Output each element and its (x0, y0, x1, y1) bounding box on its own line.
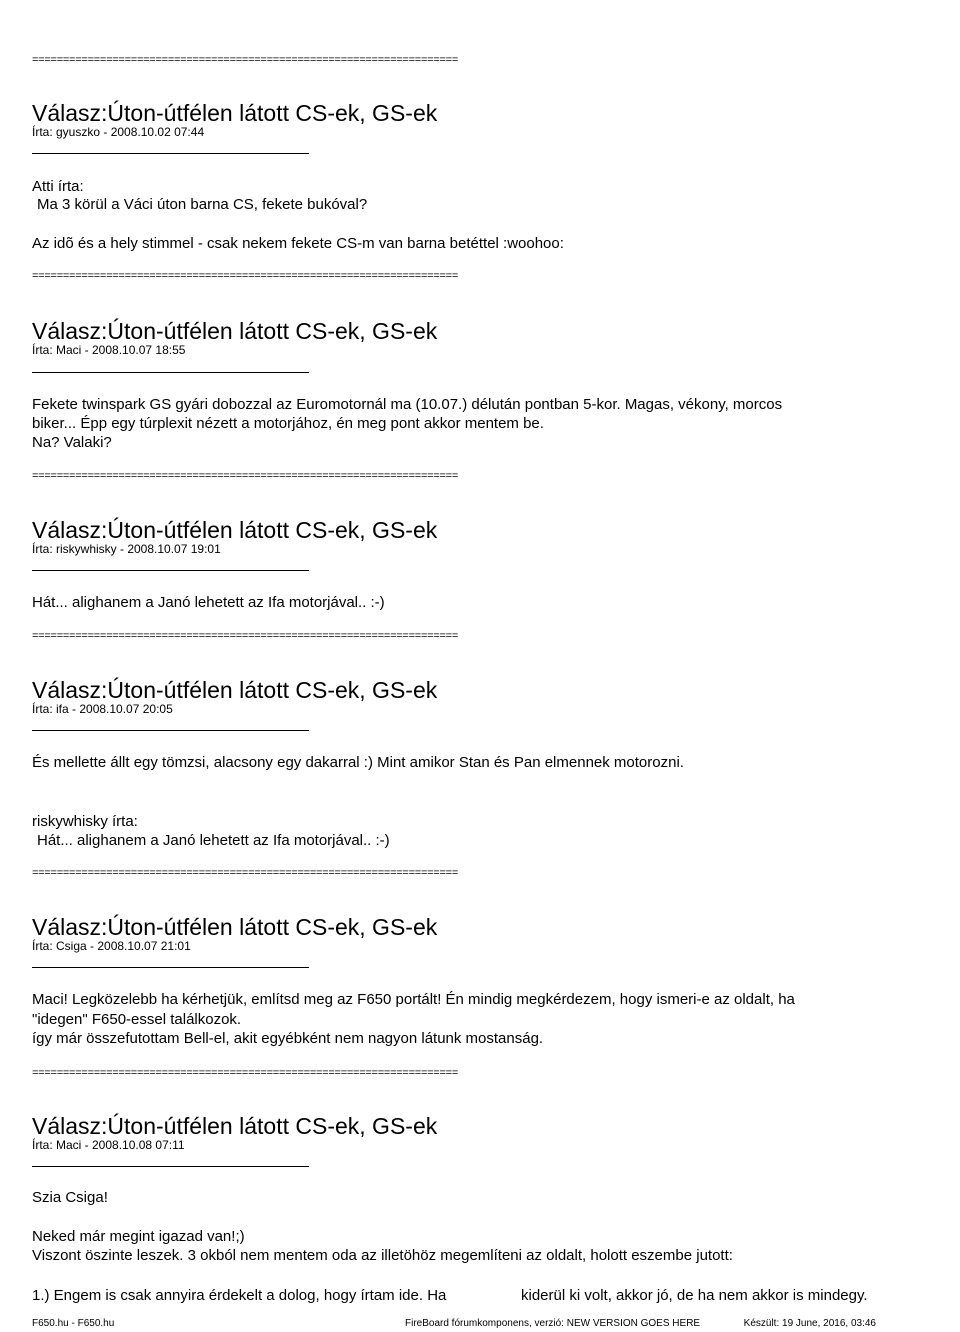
post-meta: Írta: Csiga - 2008.10.07 21:01 (32, 939, 191, 953)
divider (32, 153, 309, 154)
post-title: Válasz:Úton-útfélen látott CS-ek, GS-ek (32, 677, 438, 703)
divider (32, 372, 309, 373)
post-text: 1.) Engem is csak annyira érdekelt a dolog, hogy írtam ide. Ha (32, 1287, 447, 1304)
footer-component: FireBoard fórumkomponens, verzió: NEW VERSION GOES HERE (405, 1318, 701, 1329)
page-footer (32, 1318, 928, 1330)
post-title: Válasz:Úton-útfélen látott CS-ek, GS-ek (32, 1113, 438, 1139)
quote-author: riskywhisky írta: (32, 813, 138, 830)
post-title: Válasz:Úton-útfélen látott CS-ek, GS-ek (32, 100, 438, 126)
post-title: Válasz:Úton-útfélen látott CS-ek, GS-ek (32, 914, 438, 940)
quote-author: Atti írta: (32, 178, 84, 195)
post-text: Az idõ és a hely stimmel - csak nekem fekete CS-m van barna betéttel :woohoo: (32, 235, 564, 252)
post-meta: Írta: riskywhisky - 2008.10.07 19:01 (32, 542, 221, 556)
post-text: kiderül ki volt, akkor jó, de ha nem akkor is mindegy. (521, 1287, 868, 1304)
quote-text: Ma 3 körül a Váci úton barna CS, fekete bukóval? (37, 196, 368, 213)
post-text: Szia Csiga! (32, 1189, 108, 1206)
post-text: "idegen" F650-essel találkozok. (32, 1011, 242, 1028)
post-text: Viszont öszinte leszek. 3 okból nem mentem oda az illetöhöz megemlíteni az oldalt, holott eszembe jutott: (32, 1247, 733, 1264)
footer-generated: Készült: 19 June, 2016, 03:46 (743, 1318, 876, 1329)
separator: ===================================================================== (32, 470, 458, 482)
post-text: Maci! Legközelebb ha kérhetjük, említsd meg az F650 portált! Én mindig megkérdezem, hogy ismeri-e az oldalt, ha (32, 991, 795, 1008)
separator: ===================================================================== (32, 867, 458, 879)
divider (32, 967, 309, 968)
post-title: Válasz:Úton-útfélen látott CS-ek, GS-ek (32, 318, 438, 344)
post-meta: Írta: Maci - 2008.10.08 07:11 (32, 1138, 185, 1152)
post-text: Fekete twinspark GS gyári dobozzal az Euromotornál ma (10.07.) délután pontban 5-kor. Magas, vékony, morcos (32, 396, 783, 413)
post-text: Neked már megint igazad van!;) (32, 1228, 245, 1245)
post-text: És mellette állt egy tömzsi, alacsony egy dakarral :) Mint amikor Stan és Pan elmennek motorozni. (32, 754, 684, 771)
divider (32, 1166, 309, 1167)
quote-text: Hát... alighanem a Janó lehetett az Ifa motorjával.. :-) (37, 832, 390, 849)
post-text: Na? Valaki? (32, 434, 112, 451)
post-meta: Írta: ifa - 2008.10.07 20:05 (32, 702, 173, 716)
post-text: Hát... alighanem a Janó lehetett az Ifa motorjával.. :-) (32, 594, 385, 611)
post-title: Válasz:Úton-útfélen látott CS-ek, GS-ek (32, 517, 438, 543)
divider (32, 570, 309, 571)
footer-site: F650.hu - F650.hu (32, 1318, 115, 1329)
post-meta: Írta: gyuszko - 2008.10.02 07:44 (32, 125, 205, 139)
divider (32, 730, 309, 731)
post-text: így már összefutottam Bell-el, akit egyébként nem nagyon látunk mostanság. (32, 1030, 544, 1047)
separator: ===================================================================== (32, 630, 458, 642)
post-meta: Írta: Maci - 2008.10.07 18:55 (32, 343, 186, 357)
separator: ===================================================================== (32, 270, 458, 282)
post-text: biker... Épp egy túrplexit nézett a motorjához, én meg pont akkor mentem be. (32, 415, 544, 432)
separator: ===================================================================== (32, 1067, 458, 1079)
separator: ===================================================================== (32, 54, 458, 66)
